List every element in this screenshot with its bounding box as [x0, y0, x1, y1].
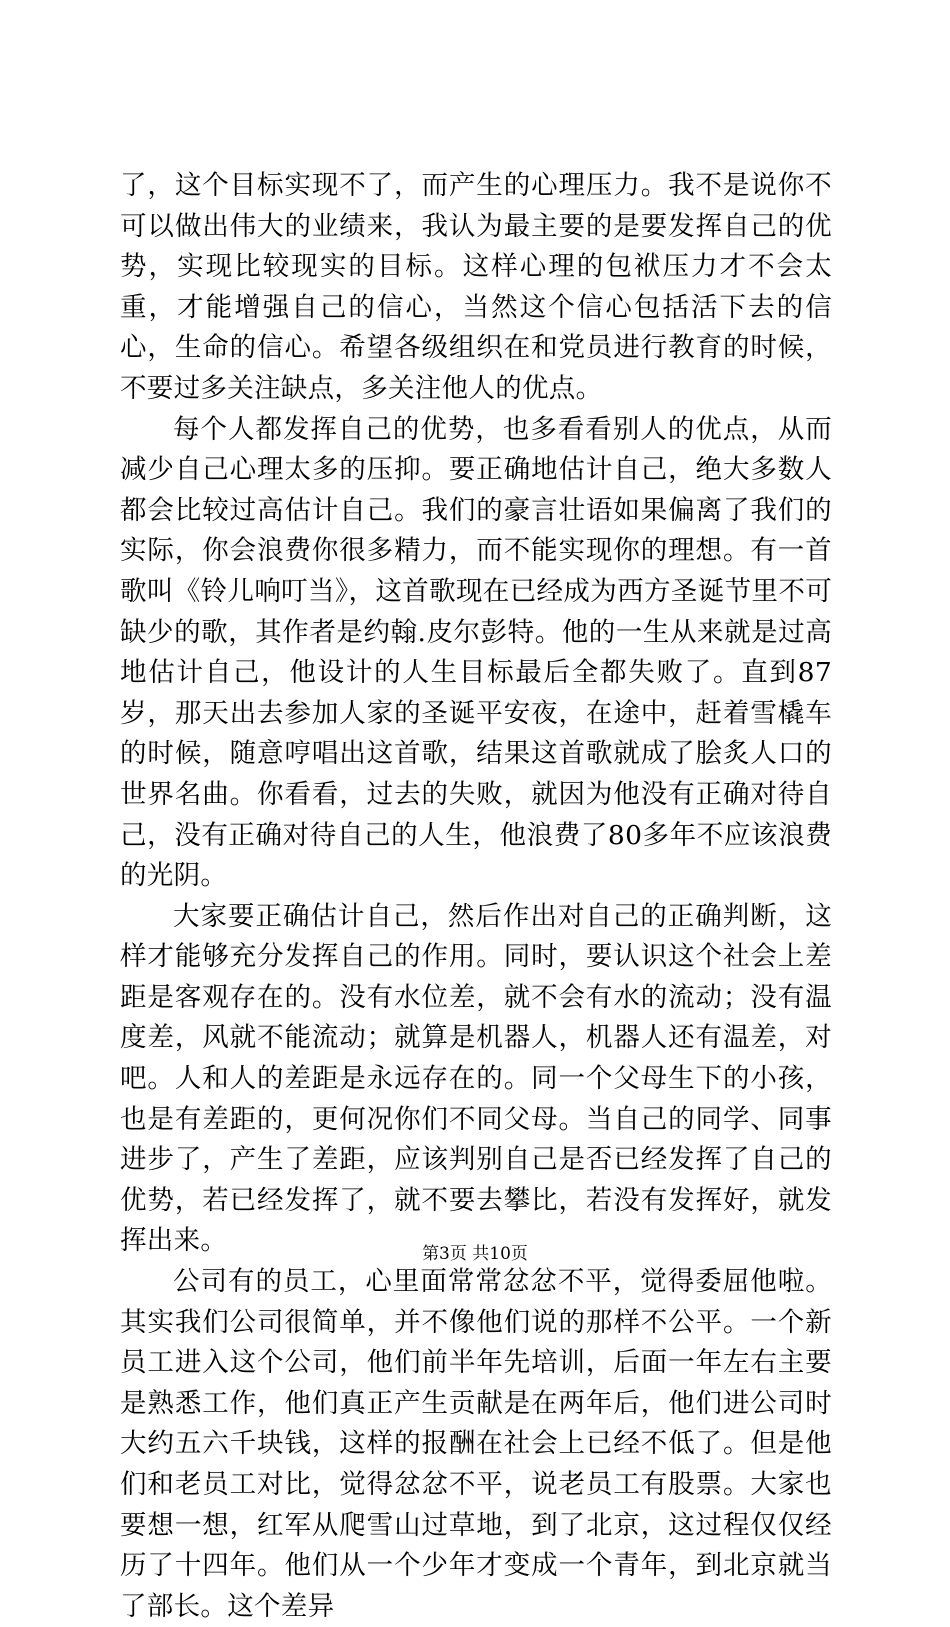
paragraph: 公司有的员工，心里面常常忿忿不平，觉得委屈他啦。其实我们公司很简单，并不像他们说的那样不公平。一个新员工进入这个公司，他们前半年先培训，后面一年左右主要是熟悉工作，他们真正产生贡献是在两年后，他们进公司时大约五六千块钱，这样的报酬在社会上已经不低了。但是他们和老员工对比，觉得忿忿不平，说老员工有股票。大家也要想一想，红军从爬雪山过草地，到了北京，这过程仅仅经历了十四年。他们从一个少年才变成一个青年，到北京就当了部长。这个差异 [120, 1266, 832, 1622]
paragraph: 了，这个目标实现不了，而产生的心理压力。我不是说你不可以做出伟大的业绩来，我认为最主要的是要发挥自己的优势，实现比较现实的目标。这样心理的包袱压力才不会太重，才能增强自己的信心，当然这个信心包括活下去的信心，生命的信心。希望各级组织在和党员进行教育的时候，不要过多关注缺点，多关注他人的优点。 [120, 170, 832, 404]
paragraph: 每个人都发挥自己的优势，也多看看别人的优点，从而减少自己心理太多的压抑。要正确地估计自己，绝大多数人都会比较过高估计自己。我们的豪言壮语如果偏离了我们的实际，你会浪费你很多精力，而不能实现你的理想。有一首歌叫《铃儿响叮当》，这首歌现在已经成为西方圣诞节里不可缺少的歌，其作者是约翰.皮尔彭特。他的一生从来就是过高地估计自己，他设计的人生目标最后全都失败了。直到87岁，那天出去参加人家的圣诞平安夜，在途中，赶着雪橇车的时候，随意哼唱出这首歌，结果这首歌就成了脍炙人口的世界名曲。你看看，过去的失败，就因为他没有正确对待自己，没有正确对待自己的人生，他浪费了80多年不应该浪费的光阴。 [120, 413, 832, 892]
document-body [120, 166, 832, 1627]
paragraph: 大家要正确估计自己，然后作出对自己的正确判断，这样才能够充分发挥自己的作用。同时，要认识这个社会上差距是客观存在的。没有水位差，就不会有水的流动；没有温度差，风就不能流动；就算是机器人，机器人还有温差，对吧。人和人的差距是永远存在的。同一个父母生下的小孩，也是有差距的，更何况你们不同父母。当自己的同学、同事进步了，产生了差距，应该判别自己是否已经发挥了自己的优势，若已经发挥了，就不要去攀比，若没有发挥好，就发挥出来。 [120, 900, 832, 1257]
page-footer [0, 1242, 950, 1266]
page-number: 第3页 共10页 [422, 1244, 528, 1264]
